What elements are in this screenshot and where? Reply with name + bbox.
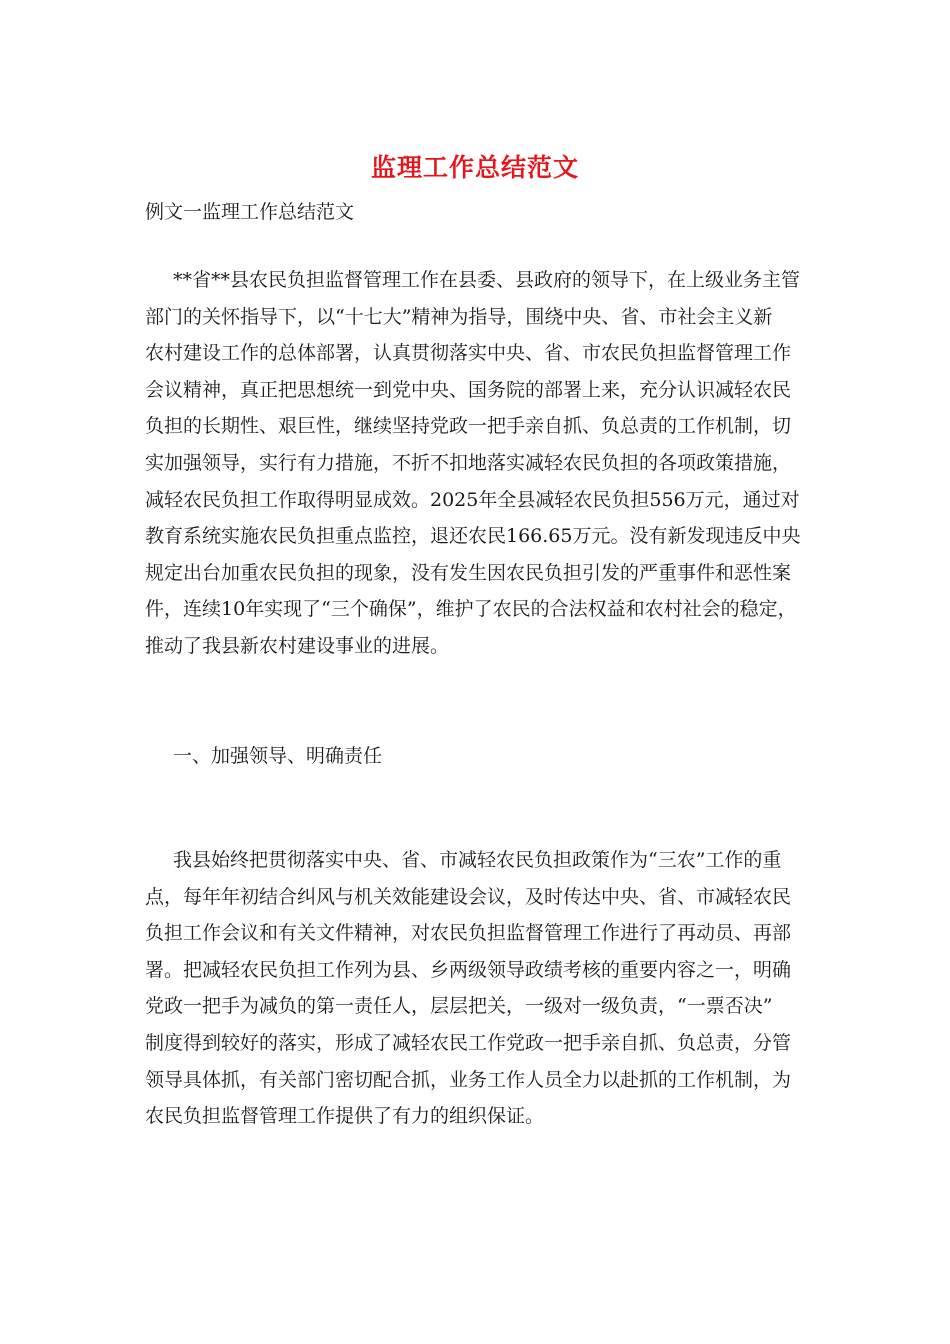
- paragraph-line: 实加强领导，实行有力措施，不折不扣地落实减轻农民负担的各项政策措施，: [145, 451, 792, 474]
- paragraph-line: 会议精神，真正把思想统一到党中央、国务院的部署上来，充分认识减轻农民: [145, 378, 792, 401]
- paragraph-line: 件，连续10年实现了“三个确保”，维护了农民的合法权益和农村社会的稳定，: [145, 598, 797, 621]
- paragraph-line: 规定出台加重农民负担的现象，没有发生因农民负担引发的严重事件和恶性案: [145, 561, 792, 584]
- paragraph-line: 部门的关怀指导下，以“十七大”精神为指导，围绕中央、省、市社会主义新: [145, 305, 773, 328]
- paragraph-line: **省**县农民负担监督管理工作在县委、县政府的领导下，在上级业务主管: [173, 269, 801, 291]
- paragraph-section-1: [145, 842, 815, 1135]
- paragraph-line: 农民负担监督管理工作提供了有力的组织保证。: [145, 1105, 545, 1128]
- paragraph-intro: [145, 262, 815, 665]
- document-title: 监理工作总结范文: [370, 153, 579, 182]
- paragraph-line: 负担工作会议和有关文件精神，对农民负担监督管理工作进行了再动员、再部: [145, 922, 792, 945]
- document-subtitle: 例文一监理工作总结范文: [145, 201, 355, 223]
- section-heading: 一、加强领导、明确责任: [173, 745, 383, 767]
- paragraph-line: 负担的长期性、艰巨性，继续坚持党政一把手亲自抓、负总责的工作机制，切: [145, 415, 792, 438]
- paragraph-line: 党政一把手为减负的第一责任人，层层把关，一级对一级负责，“一票否决”: [145, 995, 773, 1018]
- paragraph-line: 减轻农民负担工作取得明显成效。2025年全县减轻农民负担556万元，通过对: [145, 488, 800, 511]
- paragraph-line: 教育系统实施农民负担重点监控，退还农民166.65万元。没有新发现违反中央: [145, 525, 801, 548]
- paragraph-line: 领导具体抓，有关部门密切配合抓，业务工作人员全力以赴抓的工作机制，为: [145, 1068, 792, 1091]
- paragraph-line: 署。把减轻农民负担工作列为县、乡两级领导政绩考核的重要内容之一，明确: [145, 958, 792, 981]
- paragraph-line: 推动了我县新农村建设事业的进展。: [145, 634, 450, 657]
- paragraph-line: 农村建设工作的总体部署，认真贯彻落实中央、省、市农民负担监督管理工作: [145, 342, 792, 365]
- paragraph-line: 我县始终把贯彻落实中央、省、市减轻农民负担政策作为“三农”工作的重: [173, 849, 782, 871]
- paragraph-line: 点，每年年初结合纠风与机关效能建设会议，及时传达中央、省、市减轻农民: [145, 885, 792, 908]
- paragraph-line: 制度得到较好的落实，形成了减轻农民工作党政一把手亲自抓、负总责，分管: [145, 1031, 792, 1054]
